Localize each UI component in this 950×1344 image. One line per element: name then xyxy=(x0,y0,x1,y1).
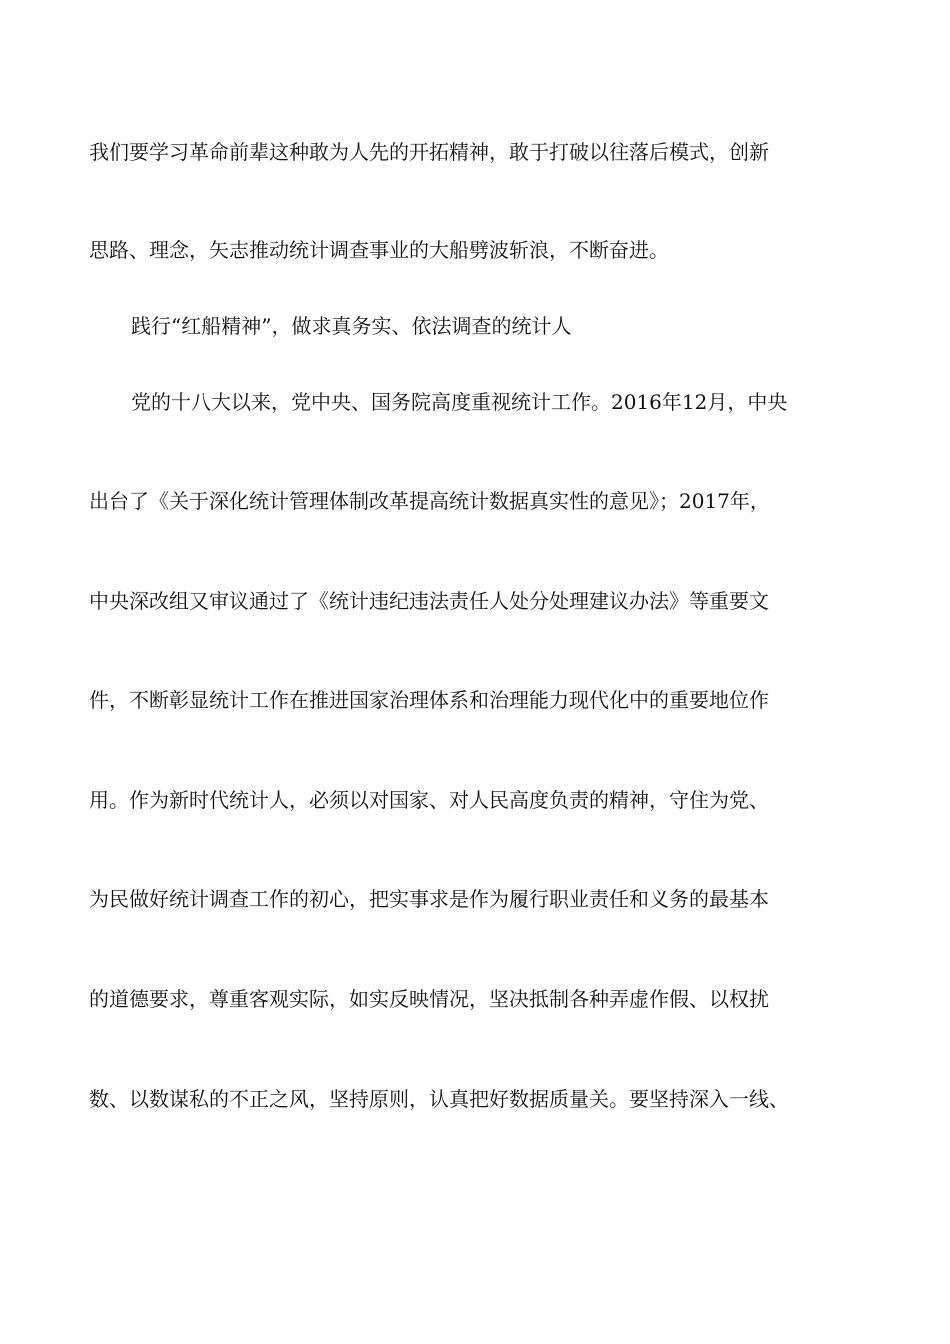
paragraph-line: 为民做好统计调查工作的初心，把实事求是作为履行职业责任和义务的最基本 xyxy=(89,887,769,911)
paragraph-line: 件，不断彰显统计工作在推进国家治理体系和治理能力现代化中的重要地位作 xyxy=(89,688,769,712)
paragraph-line: 思路、理念，矢志推动统计调查事业的大船劈波斩浪，不断奋进。 xyxy=(89,238,669,262)
paragraph-line: 的道德要求，尊重客观实际，如实反映情况，坚决抵制各种弄虚作假、以权扰 xyxy=(89,987,769,1011)
section-heading: 践行“红船精神”，做求真务实、依法调查的统计人 xyxy=(131,314,572,338)
paragraph-line: 中央深改组又审议通过了《统计违纪违法责任人处分处理建议办法》等重要文 xyxy=(89,589,769,613)
paragraph-line: 党的十八大以来，党中央、国务院高度重视统计工作。2016年12月，中央 xyxy=(131,390,788,414)
paragraph-line: 我们要学习革命前辈这种敢为人先的开拓精神，敢于打破以往落后模式，创新 xyxy=(89,140,769,164)
paragraph-line: 数、以数谋私的不正之风，坚持原则，认真把好数据质量关。要坚持深入一线、 xyxy=(89,1087,789,1111)
paragraph-line: 用。作为新时代统计人，必须以对国家、对人民高度负责的精神，守住为党、 xyxy=(89,788,769,812)
paragraph-line: 出台了《关于深化统计管理体制改革提高统计数据真实性的意见》；2017年， xyxy=(89,489,770,513)
